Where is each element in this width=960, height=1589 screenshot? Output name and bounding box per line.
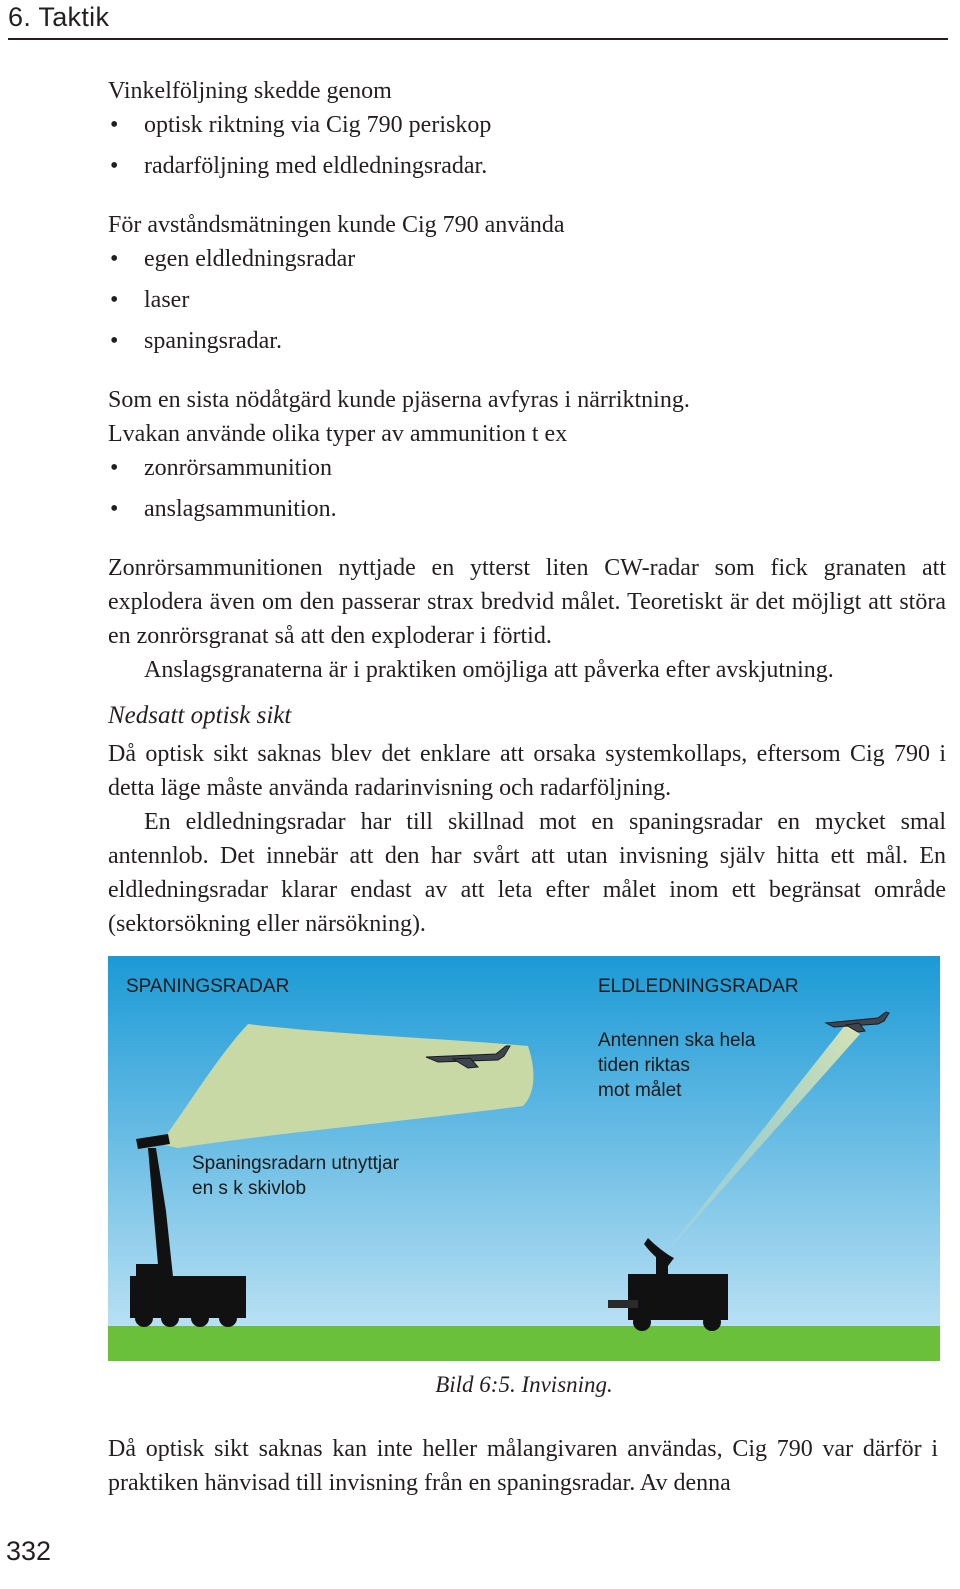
list-item: • optisk riktning via Cig 790 periskop: [108, 108, 946, 142]
label-fire-control-radar: ELDLEDNINGSRADAR: [598, 976, 799, 997]
chapter-title: 6. Taktik: [8, 2, 110, 32]
bullet-list-ammunition: [108, 451, 946, 526]
main-text: [108, 74, 946, 941]
list-item: • zonrörsammunition: [108, 451, 946, 485]
paragraph-angle-tracking-intro: Vinkelföljning skedde genom: [108, 78, 392, 104]
paragraph-impact-shells: Anslagsgranaterna är i praktiken omöjliga att påverka efter avskjutning.: [144, 657, 834, 683]
figure-caption: Bild 6:5. Invisning.: [435, 1372, 613, 1397]
note-line: tiden riktas: [598, 1055, 690, 1076]
bullet-list-range: [108, 242, 946, 358]
radar-illustration: [108, 956, 940, 1361]
paragraph-proximity-fuze: Zonrörsammunitionen nyttjade en ytterst liten CW-radar som fick granaten att explodera även om den passerar strax bredvid målet. Teoretiskt är det möjligt att störa en zonrörsgranat så att den exploderar i förtid.: [108, 555, 946, 649]
list-item: • laser: [108, 283, 946, 317]
note-line: en s k skivlob: [192, 1178, 307, 1199]
section-subheading: Nedsatt optisk sikt: [108, 702, 292, 729]
paragraph-range-intro: För avståndsmätningen kunde Cig 790 använda: [108, 212, 565, 238]
note-line: Spaningsradarn utnyttjar: [192, 1153, 400, 1174]
page-header: [8, 0, 948, 40]
note-line: mot målet: [598, 1080, 682, 1101]
paragraph-ammunition-intro: Lvakan använde olika typer av ammunition t ex: [108, 421, 568, 447]
list-item: • radarföljning med eldledningsradar.: [108, 149, 946, 183]
paragraph-reduced-visibility: Då optisk sikt saknas blev det enklare att orsaka systemkollaps, eftersom Cig 790 i detta läge måste använda radarinvisning och radarföljning.: [108, 741, 946, 801]
label-surveillance-radar: SPANINGSRADAR: [126, 976, 290, 997]
list-item: • spaningsradar.: [108, 324, 946, 358]
list-item: • egen eldledningsradar: [108, 242, 946, 276]
note-fire-control: [598, 1028, 755, 1103]
page-number: 332: [6, 1536, 52, 1566]
ground: [108, 1326, 940, 1361]
note-surveillance: [192, 1151, 399, 1201]
note-line: Antennen ska hela: [598, 1030, 756, 1051]
paragraph-fire-control-radar: En eldledningsradar har till skillnad mot en spaningsradar en mycket smal antennlob. Det innebär att den har svårt att utan invisning själv hitta ett mål. En eldledningsradar klarar endast av att leta efter målet inom ett begränsat område (sektorsökning eller närsökning).: [108, 809, 946, 937]
paragraph-emergency: Som en sista nödåtgärd kunde pjäserna avfyras i närriktning.: [108, 387, 690, 413]
paragraph-continued: Då optisk sikt saknas kan inte heller målangivaren användas, Cig 790 var därför i praktiken hänvisad till invisning från en spaningsradar. Av denna: [108, 1436, 938, 1496]
sky-background: [108, 956, 940, 1328]
list-item: • anslagsammunition.: [108, 492, 946, 526]
bullet-list-angle-tracking: [108, 108, 946, 183]
